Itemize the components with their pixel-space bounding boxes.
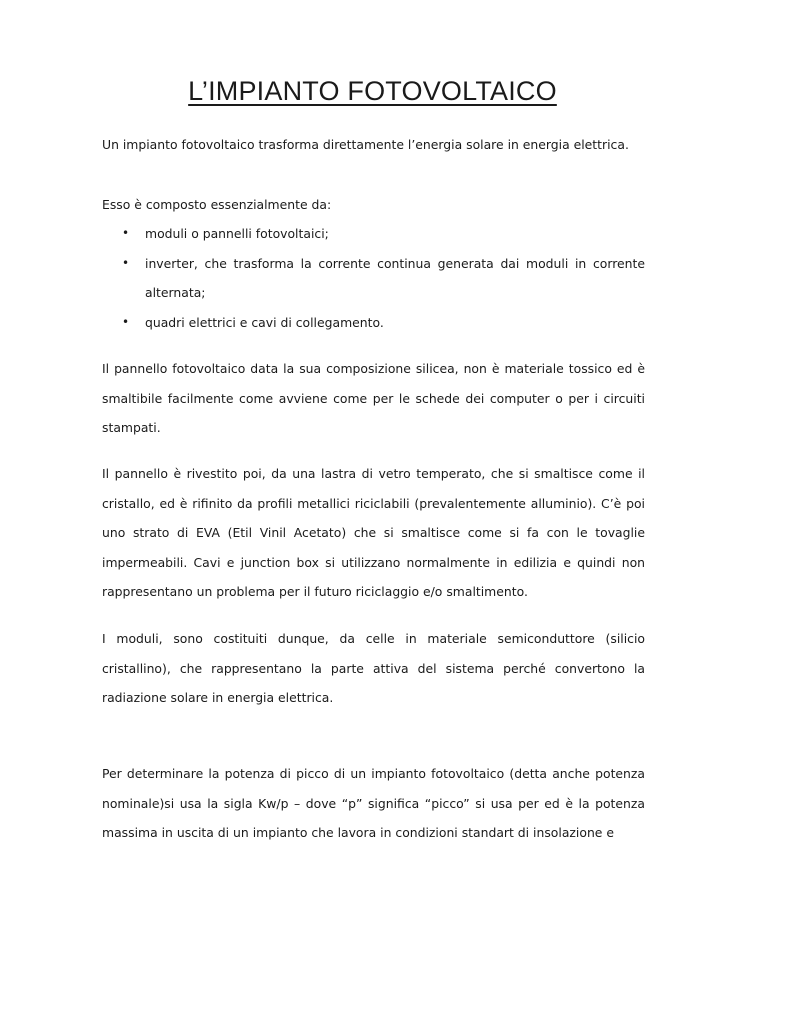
list-item <box>102 308 645 338</box>
bullet-icon: • <box>122 314 130 329</box>
bullet-icon: • <box>122 226 130 240</box>
list-item-text: quadri elettrici e cavi di collegamento. <box>145 314 384 330</box>
body-paragraph: Il pannello fotovoltaico data la sua composizione silicea, non è materiale tossico ed è smaltibile facilmente come avviene come per le schede dei computer o per i circuiti stampati. <box>102 361 645 435</box>
intro-paragraph: Un impianto fotovoltaico trasforma direttamente l’energia solare in energia elettrica. <box>102 137 629 152</box>
bullet-icon: • <box>122 255 130 270</box>
list-item <box>102 249 645 308</box>
components-lead: Esso è composto essenzialmente da: <box>102 197 332 212</box>
page-title: L’IMPIANTO FOTOVOLTAICO <box>188 76 557 106</box>
body-paragraph: Il pannello è rivestito poi, da una lastra di vetro temperato, che si smaltisce come il cristallo, ed è rifinito da profili metallici riciclabili (prevalentemente alluminio). C’è poi uno strato di EVA (Etil Vinil Acetato) che si smaltisce come si fa con le tovaglie impermeabili. Cavi e junction box si utilizzano normalmente in edilizia e quindi non rappresentano un problema per il futuro riciclaggio e/o smaltimento. <box>102 466 645 599</box>
list-item-text: moduli o pannelli fotovoltaici; <box>145 226 329 241</box>
body-paragraph: I moduli, sono costituiti dunque, da celle in materiale semiconduttore (silicio cristallino), che rappresentano la parte attiva del sistema perché convertono la radiazione solare in energia elettrica. <box>102 631 645 705</box>
components-list <box>102 219 645 337</box>
list-item-text: inverter, che trasforma la corrente continua generata dai moduli in corrente alternata; <box>145 255 645 300</box>
list-item <box>102 219 645 249</box>
body-paragraph: Per determinare la potenza di picco di un impianto fotovoltaico (detta anche potenza nominale)si usa la sigla Kw/p – dove “p” significa “picco” si usa per ed è la potenza massima in uscita di un impianto che lavora in condizioni standart di insolazione e <box>102 766 645 840</box>
